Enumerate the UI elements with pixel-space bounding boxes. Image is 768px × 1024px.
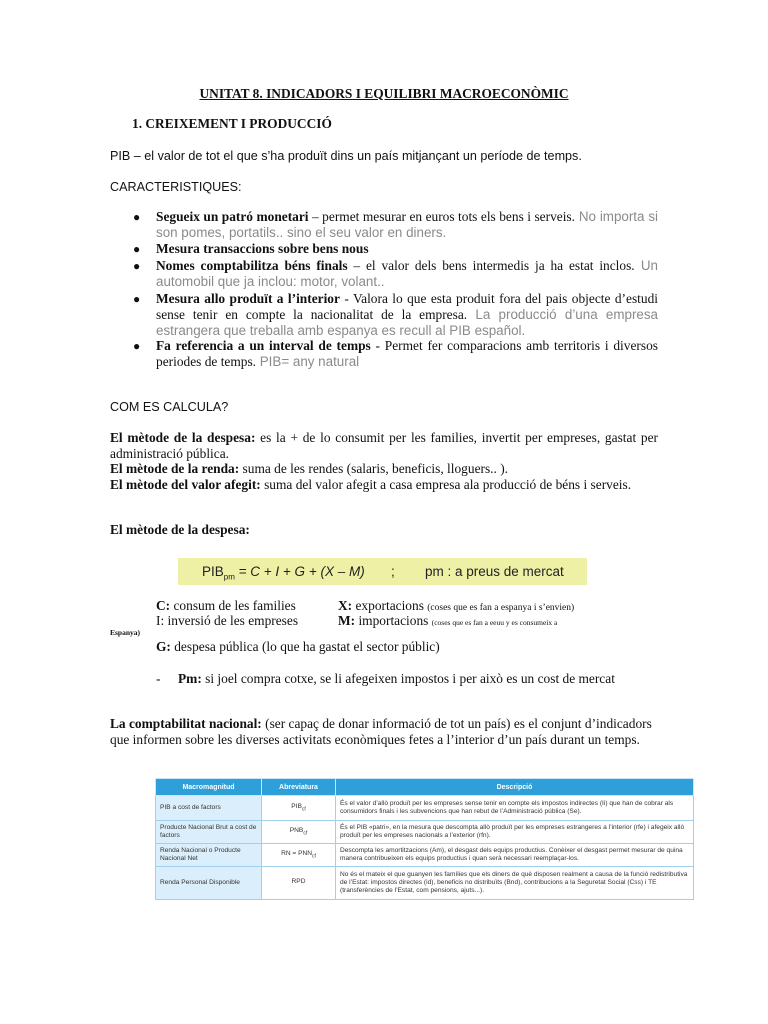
method-valor-afegit [110,477,658,493]
bullet-item [133,209,658,241]
row-name: Producte Nacional Brut a cost de factors [156,821,262,844]
formula-pib: PIB [202,564,224,579]
abbr-text: PIB [291,802,302,810]
section-heading: 1. CREIXEMENT I PRODUCCIÓ [132,116,332,131]
bullet-bold: Fa referencia a un interval de temps [156,338,371,353]
component-i: I: inversió de les empreses [156,613,299,628]
row-name: Renda Personal Disponible [156,867,262,900]
row-abbr [262,796,336,821]
table-header-row [156,779,694,796]
bullet-text: – permet mesurar en euros tots els bens i serveis. [308,209,575,224]
formula-rhs: = C + I + G + (X – M) [238,564,365,579]
pib-definition: PIB – el valor de tot el que s’ha produït dins un país mitjançant un període de temps. [110,149,582,163]
formula-note: pm : a preus de mercat [425,564,564,579]
row-desc: És el PIB «patri», en la mesura que descompta allò produït per les empreses estrangeres a l’interior (rfe) i afegeix allò produït per les empreses nacionals a l’exterior (rfn). [336,821,694,844]
component-note: (coses que es fan a espanya i s’envien) [427,603,575,613]
bullet-bold: Mesura transaccions sobre bens nous [156,241,369,256]
table-row [156,867,694,900]
abbr-sub: cf [312,853,316,860]
bullet-grey: Un automobil que ja inclou: motor, volant.. [156,258,658,289]
pm-note [178,671,668,687]
row-abbr [262,844,336,867]
bullet-bold: Segueix un patró monetari [156,209,309,224]
bullet-icon: ● [133,210,141,224]
pm-dash: - [156,671,161,686]
table-row [156,796,694,821]
bullet-grey: No importa si son pomes, portatils.. sino el seu valor en diners. [156,209,658,240]
method-text: suma de les rendes (salaris, beneficis, lloguers.. ). [239,461,509,476]
bullet-item [133,291,659,339]
bullet-icon: ● [133,339,141,353]
table-row [156,821,694,844]
method-label: El mètode de la renda: [110,461,240,476]
formula-subscript: pm [223,572,235,582]
page-title: UNITAT 8. INDICADORS I EQUILIBRI MACROECONÒMIC [199,86,569,101]
column-header: Macromagnitud [156,779,262,796]
component-label: G: [156,639,171,654]
bullet-item [133,258,658,290]
column-header: Descripció [336,779,694,796]
method-renda [110,461,658,477]
calcula-heading: COM ES CALCULA? [110,400,229,414]
method-label: El mètode de la despesa: [110,430,256,445]
component-g [156,639,656,655]
abbr-sub: cf [303,830,308,837]
component-note: (coses que es fan a eeuu y es consumeix a [431,618,558,627]
row-name: Renda Nacional o Producte Nacional Net [156,844,262,867]
column-header: Abreviatura [262,779,336,796]
component-c [156,598,356,614]
row-desc: No és el mateix el que guanyen les famílies que els diners de què disposen realment a causa de la funció redistributiva de l’Estat: impostos directes (id), beneficis no distribuïts (Bnd), contribucions a la Seguretat Social (Css) i TE (transferències de l’Estat, com pensions, ajuts...). [336,867,694,900]
row-desc: És el valor d’allò produït per les empreses sense tenir en compte els impostos indirectes (Ii) que han de cobrar als consumidors finals i les subvencions que han rebut de l’Administració pública (Se). [336,796,694,821]
method-text: suma del valor afegit a casa empresa ala producció de béns i serveis. [260,477,632,492]
caracteristiques-heading: CARACTERISTIQUES: [110,180,242,194]
formula-expression [202,564,365,582]
bullet-icon: ● [133,242,141,256]
bullet-item [133,338,658,370]
comptabilitat-text: (ser capaç de donar informació de tot un país) es el conjunt d’indicadors que informen sobre les diverses activitats econòmiques fetes a l’interior d’un país durant un temps. [110,716,652,747]
component-m [338,613,668,631]
method-text: es la + de lo consumit per les families, invertit per empreses, gastat per administració pública. [110,430,658,461]
component-text: importacions [355,613,432,628]
row-abbr [262,821,336,844]
abbr-text: RPD [291,877,306,885]
component-note-continued: Espanya) [110,628,141,637]
abbr-text: RN = PNN [281,849,313,857]
despesa-heading: El mètode de la despesa: [110,522,250,537]
method-label: El mètode del valor afegit: [110,477,261,492]
component-label: M: [338,613,356,628]
abbr-sub: cf [301,806,306,813]
formula-box [178,558,587,585]
component-text: exportacions [352,598,428,613]
pm-label: Pm: [178,671,202,686]
method-despesa [110,430,658,462]
row-name: PIB a cost de factors [156,796,262,821]
bullet-grey: PIB= any natural [256,354,360,369]
row-abbr [262,867,336,900]
bullet-text: – el valor dels bens intermedis ja ha estat inclos. [347,258,635,273]
table-row [156,844,694,867]
formula-semicolon: ; [391,564,395,579]
component-label: X: [338,598,353,613]
component-text: consum de les families [170,598,296,613]
pm-text: si joel compra cotxe, se li afegeixen impostos i per això es un cost de mercat [201,671,615,686]
bullet-text: - Valora lo que esta produit fora del pais objecte d’estudi sense tenir en compte la nacionalitat de la empresa. [156,291,658,322]
comptabilitat-label: La comptabilitat nacional: [110,716,262,731]
bullet-bold: Nomes comptabilitza béns finals [156,258,348,273]
component-text: despesa pública (lo que ha gastat el sector públic) [170,639,440,654]
bullet-icon: ● [133,292,141,306]
bullet-text: - Permet fer comparacions amb territoris i diversos periodes de temps. [156,338,658,369]
row-desc: Descompta les amortitzacions (Am), el desgast dels equips productius. Conèixer el desgast permet mesurar de quina manera contribueixen els equips productius i quan serà necessari reemplaçar-los. [336,844,694,867]
macromagnitud-table [155,778,694,900]
bullet-bold: Mesura allo produït a l’interior [156,291,340,306]
component-label: C: [156,598,171,613]
comptabilitat-paragraph [110,716,658,748]
bullet-icon: ● [133,259,141,273]
bullet-grey: La producció d’una empresa estrangera que treballa amb espanya es recull al PIB español. [156,307,659,338]
bullet-item [133,241,658,257]
abbr-text: PNB [289,826,304,834]
